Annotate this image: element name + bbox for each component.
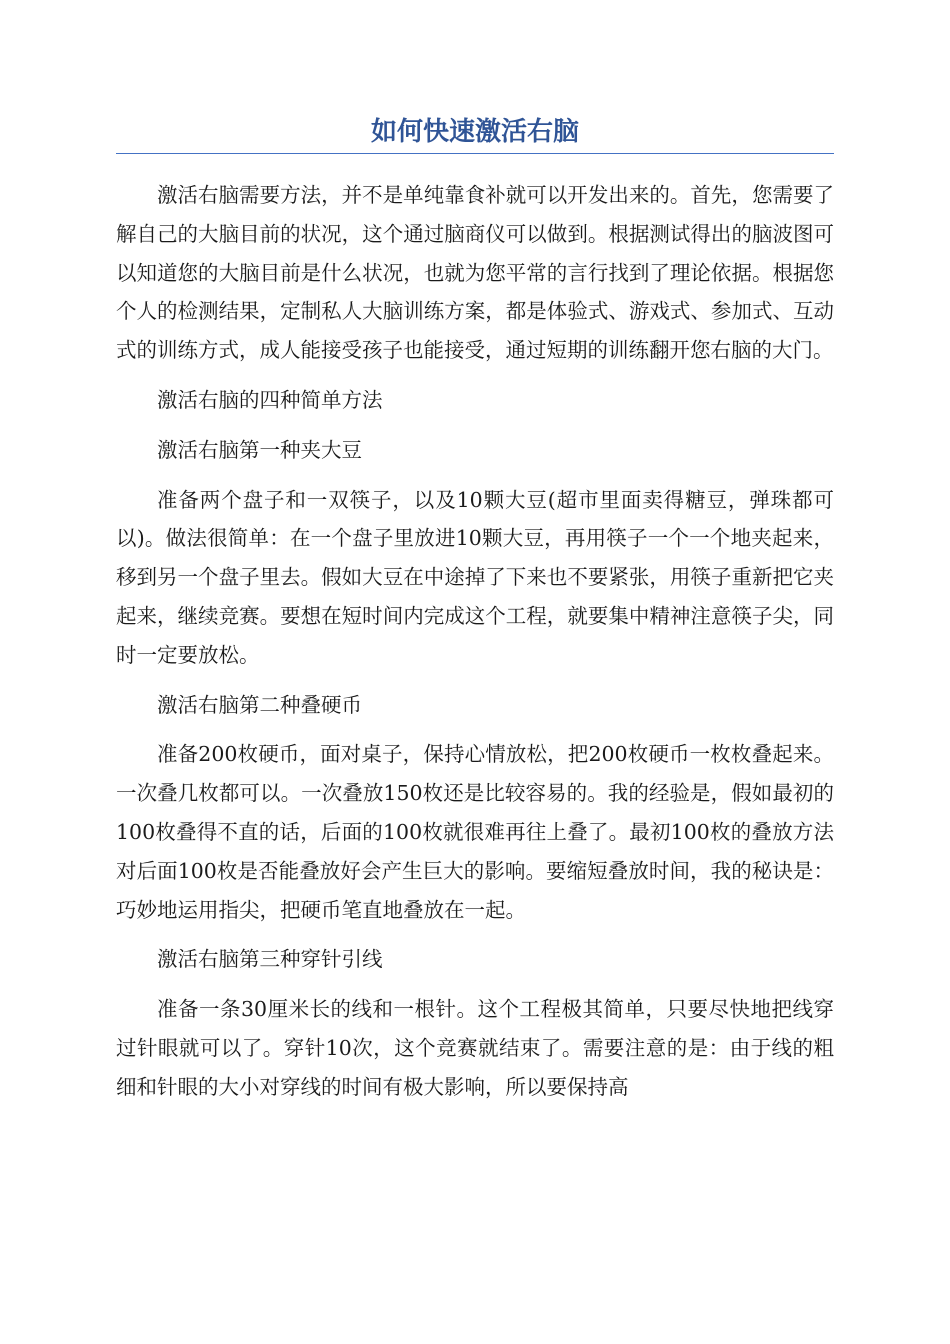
section-heading-methods: 激活右脑的四种简单方法 [157, 387, 383, 412]
document-body [116, 176, 834, 1118]
title-underline [116, 153, 834, 154]
paragraph-intro: 激活右脑需要方法，并不是单纯靠食补就可以开发出来的。首先，您需要了解自己的大脑目前的状况，这个通过脑商仪可以做到。根据测试得出的脑波图可以知道您的大脑目前是什么状况，也就为您平常的言行找到了理论依据。根据您个人的检测结果，定制私人大脑训练方案，都是体验式、游戏式、参加式、互动式的训练方式，成人能接受孩子也能接受，通过短期的训练翻开您右脑的大门。 [116, 183, 834, 363]
section-heading-method-3: 激活右脑第三种穿针引线 [157, 947, 383, 972]
document-title: 如何快速激活右脑 [370, 117, 579, 147]
paragraph-method-1: 准备两个盘子和一双筷子，以及10颗大豆(超市里面卖得糖豆，弹珠都可以)。做法很简单：在一个盘子里放进10颗大豆，再用筷子一个一个地夹起来，移到另一个盘子里去。假如大豆在中途掉了下来也不要紧张，用筷子重新把它夹起来，继续竞赛。要想在短时间内完成这个工程，就要集中精神注意筷子尖，同时一定要放松。 [116, 487, 834, 667]
paragraph-method-3: 准备一条30厘米长的线和一根针。这个工程极其简单，只要尽快地把线穿过针眼就可以了。穿针10次，这个竞赛就结束了。需要注意的是：由于线的粗细和针眼的大小对穿线的时间有极大影响，所以要保持高 [116, 997, 834, 1099]
paragraph-method-2: 准备200枚硬币，面对桌子，保持心情放松，把200枚硬币一枚枚叠起来。一次叠几枚都可以。一次叠放150枚还是比较容易的。我的经验是，假如最初的100枚叠得不直的话，后面的100枚就很难再往上叠了。最初100枚的叠放方法对后面100枚是否能叠放好会产生巨大的影响。要缩短叠放时间，我的秘诀是：巧妙地运用指尖，把硬币笔直地叠放在一起。 [116, 742, 834, 922]
section-heading-method-1: 激活右脑第一种夹大豆 [157, 437, 362, 462]
section-heading-method-2: 激活右脑第二种叠硬币 [157, 692, 362, 717]
